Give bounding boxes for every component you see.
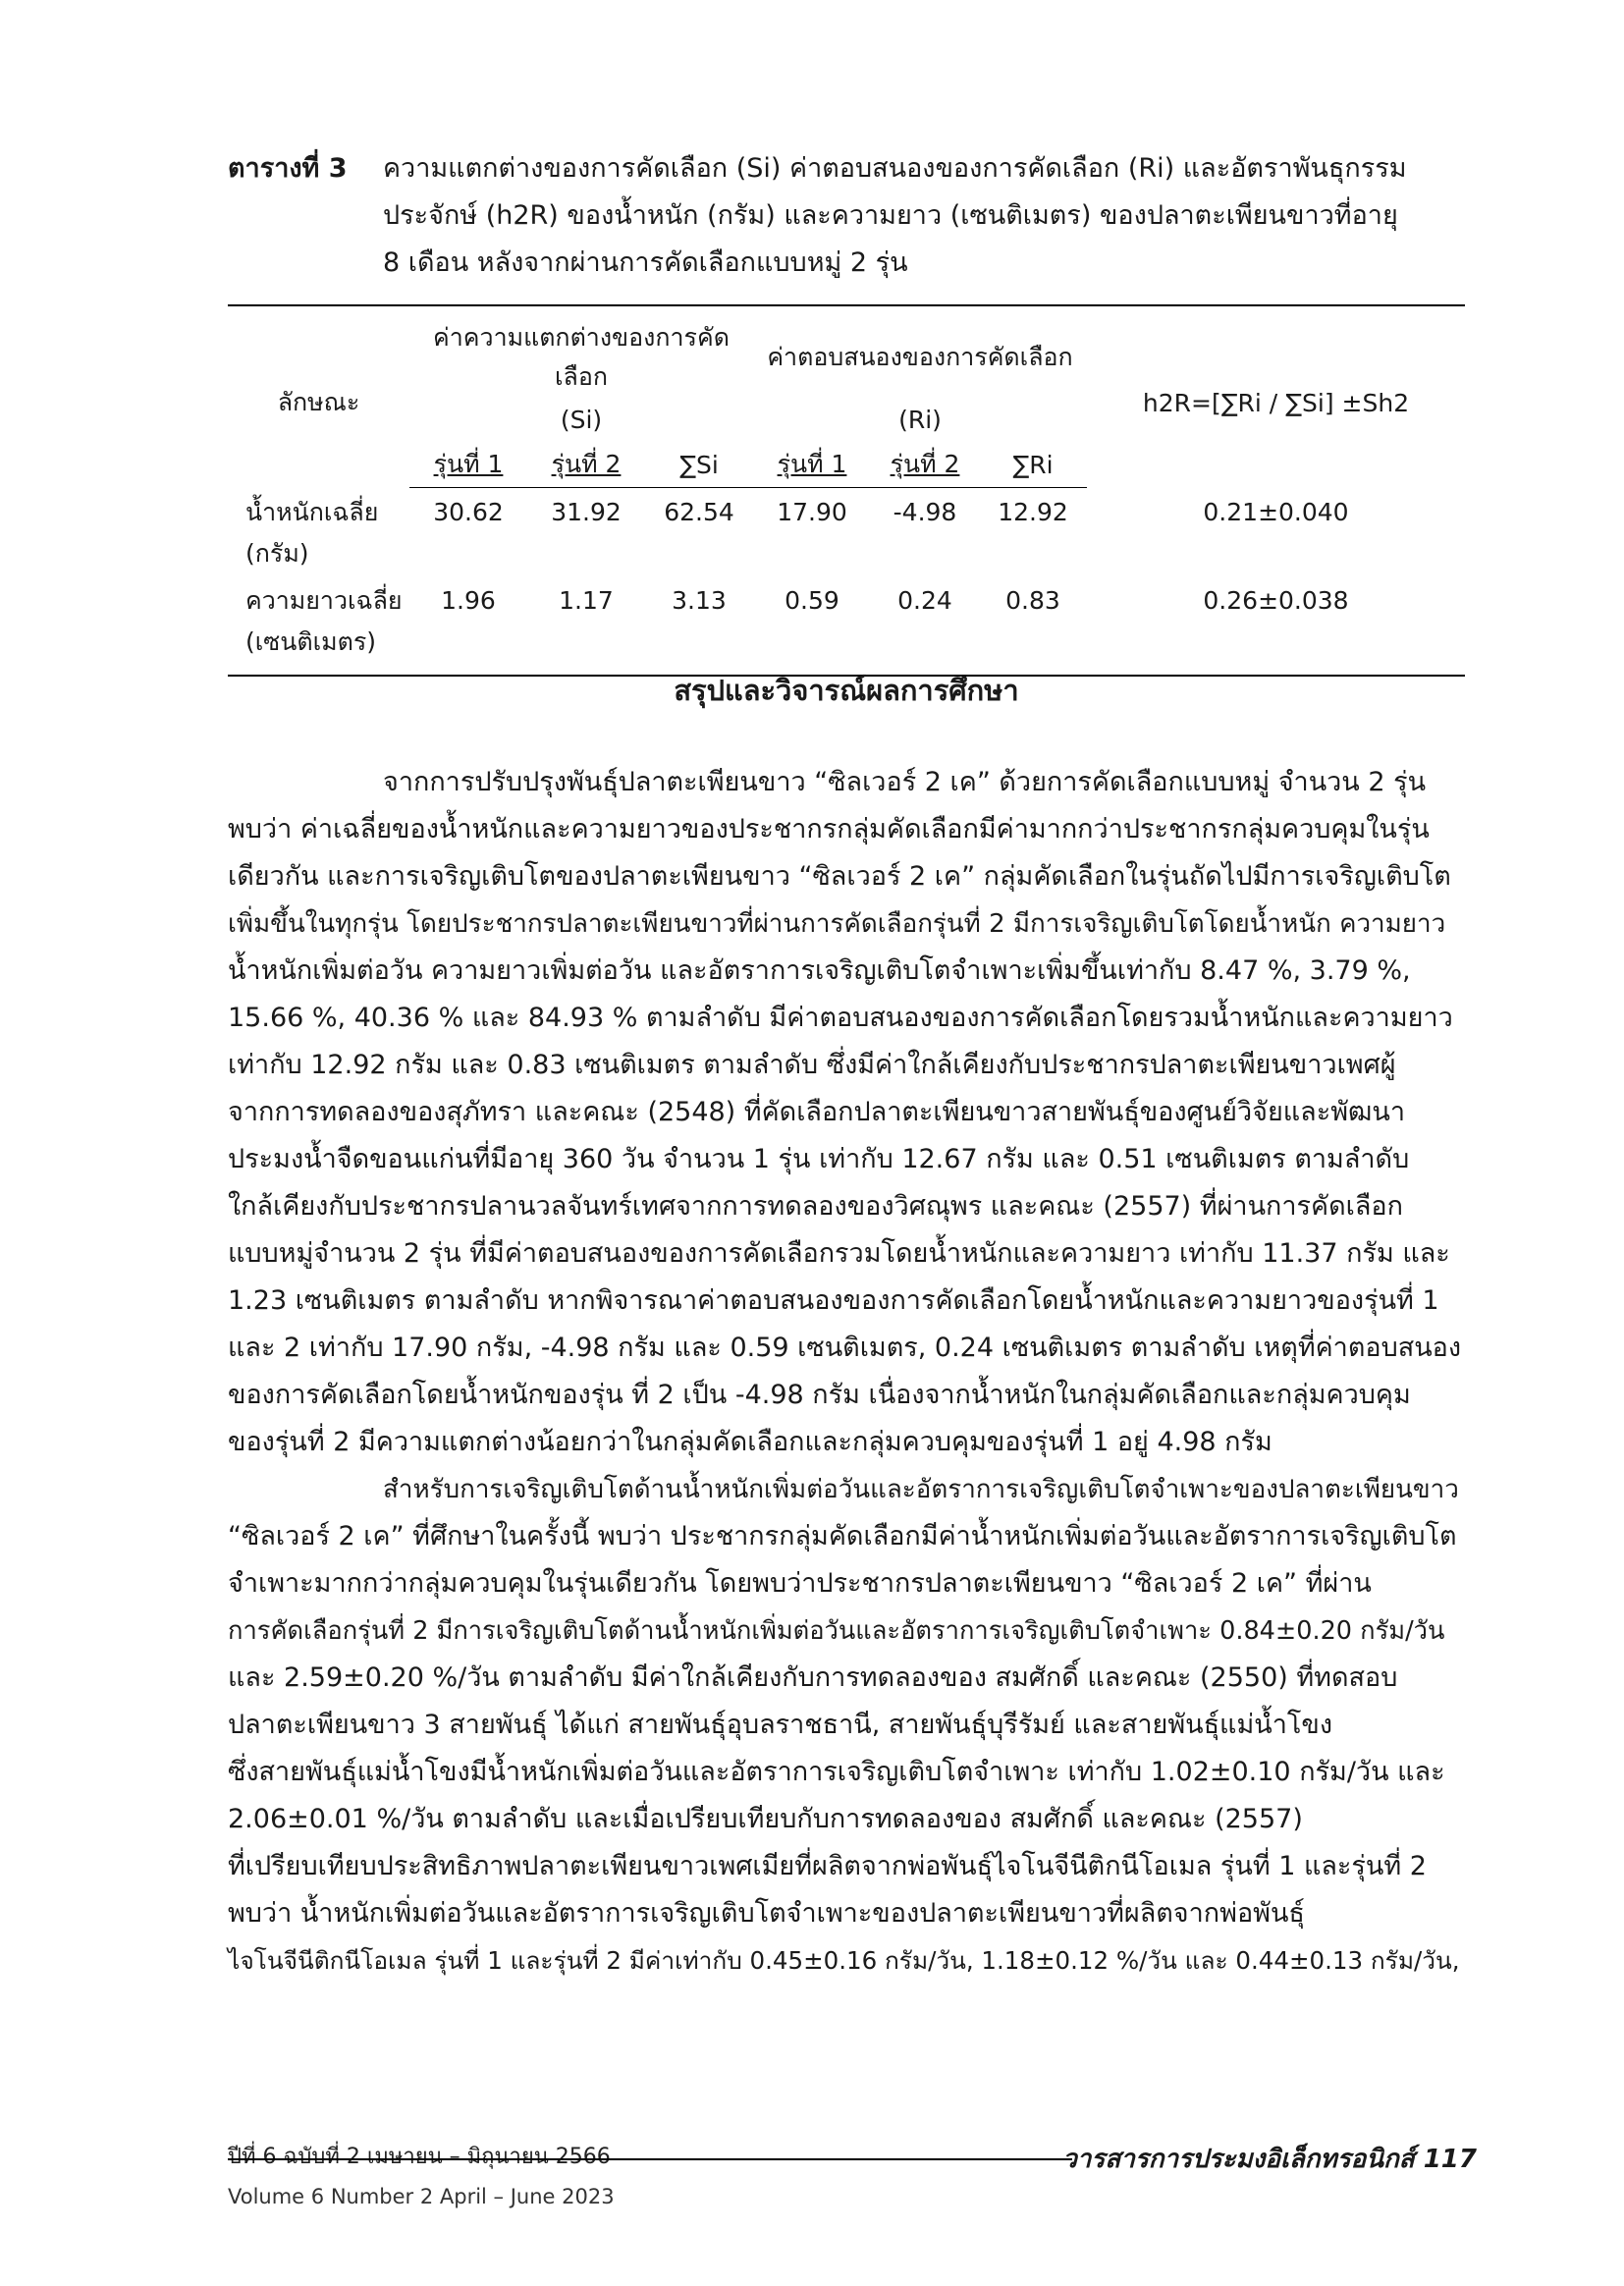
text-line: 1.23 เซนติเมตร ตามลำดับ หากพิจารณาค่าตอบสนองของการคัดเลือกโดยน้ำหนักและความยาวของรุ่นที่ 1 — [228, 1285, 1439, 1316]
text-line: พบว่า น้ำหนักเพิ่มต่อวันและอัตราการเจริญเติบโตจำเพาะของปลาตะเพียนขาวที่ผลิตจากพ่อพันธุ์ — [228, 1898, 1305, 1929]
text-line: ของรุ่นที่ 2 มีความแตกต่างน้อยกว่าในกลุ่มคัดเลือกและกลุ่มควบคุมของรุ่นที่ 1 อยู่ 4.98 กรัม — [228, 1427, 1272, 1457]
text-line: สำหรับการเจริญเติบโตด้านน้ำหนักเพิ่มต่อวันและอัตราการเจริญเติบโตจำเพาะของปลาตะเพียนขาว — [383, 1475, 1459, 1504]
text-line: เท่ากับ 12.92 กรัม และ 0.83 เซนติเมตร ตามลำดับ ซึ่งมีค่าใกล้เคียงกับประชากรปลาตะเพียนขาวเพศผู้ — [228, 1050, 1396, 1080]
trait-name: น้ำหนักเฉลี่ย — [245, 497, 379, 526]
text-line: จำเพาะมากกว่ากลุ่มควบคุมในรุ่นเดียวกัน โดยพบว่าประชากรปลาตะเพียนขาว “ซิลเวอร์ 2 เค” ที่ผ่าน — [228, 1568, 1372, 1599]
text-line: พบว่า ค่าเฉลี่ยของน้ำหนักและความยาวของประชากรกลุ่มคัดเลือกมีค่ามากกว่าประชากรกลุ่มควบคุมในรุ่น — [228, 814, 1430, 844]
footer-journal — [1062, 2139, 1477, 2179]
table-cell: 0.21±0.040 — [1203, 497, 1349, 526]
text-line: ซึ่งสายพันธุ์แม่น้ำโขงมีน้ำหนักเพิ่มต่อวันและอัตราการเจริญเติบโตจำเพาะ เท่ากับ 1.02±0.10 กรัม/วัน และ — [228, 1757, 1445, 1787]
issue-english: Volume 6 Number 2 April – June 2023 — [228, 2185, 615, 2208]
trait-unit: (กรัม) — [245, 538, 309, 568]
text-line: ใกล้เคียงกับประชากรปลานวลจันทร์เทศจากการทดลองของวิศณุพร และคณะ (2557) ที่ผ่านการคัดเลือก — [228, 1191, 1403, 1222]
text-line: เพิ่มขึ้นในทุกรุ่น โดยประชากรปลาตะเพียนขาวที่ผ่านการคัดเลือกรุ่นที่ 2 มีการเจริญเติบโตโดยน้ำหนัก ความยาว — [228, 909, 1446, 939]
text-line: จากการปรับปรุงพันธุ์ปลาตะเพียนขาว “ซิลเวอร์ 2 เค” ด้วยการคัดเลือกแบบหมู่ จำนวน 2 รุ่น — [383, 767, 1427, 797]
sub-header: รุ่นที่ 1 — [753, 442, 871, 488]
section-heading: สรุปและวิจารณ์ผลการศึกษา — [674, 674, 1019, 707]
text-line: จากการทดลองของสุภัทรา และคณะ (2548) ที่คัดเลือกปลาตะเพียนขาวสายพันธุ์ของศูนย์วิจัยและพัฒนา — [228, 1097, 1406, 1127]
footer-issue — [228, 2139, 615, 2208]
text-line: และ 2.59±0.20 %/วัน ตามลำดับ มีค่าใกล้เคียงกับการทดลองของ สมศักดิ์ และคณะ (2550) ที่ทดสอบ — [228, 1662, 1398, 1693]
table-cell: 62.54 — [664, 498, 734, 526]
table-cell: 0.59 — [753, 580, 871, 676]
table-cell: 1.96 — [409, 580, 527, 676]
text-line: ที่เปรียบเทียบประสิทธิภาพปลาตะเพียนขาวเพศเมียที่ผลิตจากพ่อพันธุ์ไจโนจีนีติกนีโอเมล รุ่นที่ 1 และรุ่นที่ 2 — [228, 1851, 1427, 1881]
text-line: การคัดเลือกรุ่นที่ 2 มีการเจริญเติบโตด้านน้ำหนักเพิ่มต่อวันและอัตราการเจริญเติบโตจำเพาะ 0.84±0.20 กรัม/วัน — [228, 1616, 1445, 1646]
sub-header: ∑Si — [645, 442, 753, 488]
table-cell: 0.83 — [979, 580, 1087, 676]
si-symbol: (Si) — [560, 405, 603, 434]
text-line: “ซิลเวอร์ 2 เค” ที่ศึกษาในครั้งนี้ พบว่า ประชากรกลุ่มคัดเลือกมีค่าน้ำหนักเพิ่มต่อวันและอัตราการเจริญเติบโต — [228, 1521, 1457, 1551]
h2-header: h2R=[∑Ri / ∑Si] ±Sh2 — [1087, 305, 1465, 488]
trait-unit: (เซนติเมตร) — [245, 627, 377, 656]
sub-header: รุ่นที่ 2 — [871, 442, 979, 488]
table-cell: 0.24 — [871, 580, 979, 676]
text-line: 2.06±0.01 %/วัน ตามลำดับ และเมื่อเปรียบเทียบกับการทดลองของ สมศักดิ์ และคณะ (2557) — [228, 1804, 1303, 1834]
table-cell: 1.17 — [527, 580, 645, 676]
table-cell: 3.13 — [645, 580, 753, 676]
journal-name: วารสารการประมงอิเล็กทรอนิกส์ — [1062, 2145, 1415, 2174]
trait-cell — [228, 580, 409, 676]
text-line: ของการคัดเลือกโดยน้ำหนักของรุ่น ที่ 2 เป็น -4.98 กรัม เนื่องจากน้ำหนักในกลุ่มคัดเลือกและกลุ่มควบคุม — [228, 1380, 1411, 1410]
table-row — [228, 580, 1465, 676]
paragraph-growth — [228, 1466, 1465, 1985]
text-line: ไจโนจีนีติกนีโอเมล รุ่นที่ 1 และรุ่นที่ 2 มีค่าเท่ากับ 0.45±0.16 กรัม/วัน, 1.18±0.12 %/วัน และ 0.44±0.13 กรัม/วัน, — [228, 1946, 1460, 1975]
trait-name: ความยาวเฉลี่ย — [245, 586, 403, 615]
caption-line: ความแตกต่างของการคัดเลือก (Si) ค่าตอบสนองของการคัดเลือก (Ri) และอัตราพันธุกรรม — [383, 153, 1407, 184]
table-cell: 12.92 — [998, 498, 1068, 526]
issue-thai: ปีที่ 6 ฉบับที่ 2 เมษายน – มิถุนายน 2566 — [228, 2145, 611, 2169]
text-line: น้ำหนักเพิ่มต่อวัน ความยาวเพิ่มต่อวัน และอัตราการเจริญเติบโตจำเพาะเพิ่มขึ้นเท่ากับ 8.47 %, 3.79 %, — [228, 955, 1411, 986]
text-line: เดียวกัน และการเจริญเติบโตของปลาตะเพียนขาว “ซิลเวอร์ 2 เค” กลุ่มคัดเลือกในรุ่นถัดไปมีการเจริญเติบโต — [228, 861, 1451, 892]
table-caption-label: ตารางที่ 3 — [228, 153, 348, 184]
paragraph-conclusion — [228, 759, 1465, 1466]
caption-line: ประจักษ์ (h2R) ของน้ำหนัก (กรัม) และความยาว (เซนติเมตร) ของปลาตะเพียนขาวที่อายุ — [383, 200, 1398, 231]
ri-group-header: ค่าตอบสนองของการคัดเลือก — [753, 305, 1087, 397]
ri-symbol: (Ri) — [898, 405, 942, 434]
table-row — [228, 488, 1465, 581]
text-line: ปลาตะเพียนขาว 3 สายพันธุ์ ได้แก่ สายพันธุ์อุบลราชธานี, สายพันธุ์บุรีรัมย์ และสายพันธุ์แม่น้ำโขง — [228, 1710, 1333, 1740]
text-line: ประมงน้ำจืดขอนแก่นที่มีอายุ 360 วัน จำนวน 1 รุ่น เท่ากับ 12.67 กรัม และ 0.51 เซนติเมตร ตามลำดับ — [228, 1144, 1410, 1174]
si-group-header: ค่าความแตกต่างของการคัดเลือก — [409, 305, 753, 397]
results-table — [228, 304, 1465, 677]
table-caption — [228, 145, 1465, 287]
text-line: แบบหมู่จำนวน 2 รุ่น ที่มีค่าตอบสนองของการคัดเลือกรวมโดยน้ำหนักและความยาว เท่ากับ 11.37 กรัม และ — [228, 1238, 1450, 1269]
sub-header: รุ่นที่ 2 — [527, 442, 645, 488]
caption-line: 8 เดือน หลังจากผ่านการคัดเลือกแบบหมู่ 2 รุ่น — [383, 247, 908, 278]
table-cell: 30.62 — [433, 498, 504, 526]
sub-header: รุ่นที่ 1 — [409, 442, 527, 488]
table-cell: 0.26±0.038 — [1087, 580, 1465, 676]
trait-cell — [228, 488, 409, 581]
trait-header: ลักษณะ — [228, 305, 409, 488]
table-cell: 31.92 — [551, 498, 622, 526]
footer-divider — [228, 2158, 1072, 2160]
text-line: 15.66 %, 40.36 % และ 84.93 % ตามลำดับ มีค่าตอบสนองของการคัดเลือกโดยรวมน้ำหนักและความยาว — [228, 1003, 1453, 1033]
table-cell: 17.90 — [777, 498, 847, 526]
text-line: และ 2 เท่ากับ 17.90 กรัม, -4.98 กรัม และ 0.59 เซนติเมตร, 0.24 เซนติเมตร ตามลำดับ เหตุที่ค่าตอบสนอง — [228, 1333, 1462, 1363]
table-cell: -4.98 — [893, 498, 957, 526]
sub-header: ∑Ri — [979, 442, 1087, 488]
page-number: 117 — [1423, 2145, 1477, 2174]
